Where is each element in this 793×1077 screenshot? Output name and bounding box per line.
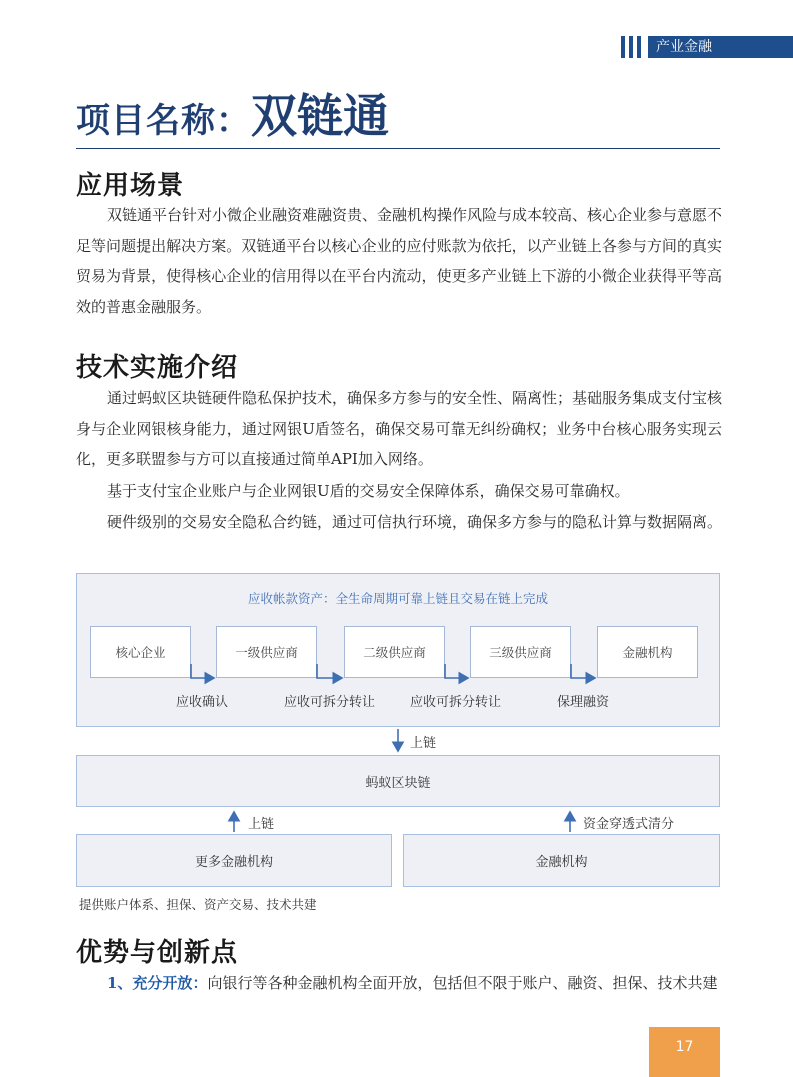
page-number: 17 [649,1027,720,1077]
clearing-label: 资金穿透式清分 [583,817,675,832]
blockchain-bar: 蚂蚁区块链 [76,755,720,807]
advantage-item-1-text: 向银行等各种金融机构全面开放，包括但不限于账户、融资、担保、技术共建 [207,974,718,992]
tech-paragraph-2: 基于支付宝企业账户与企业网银U盾的交易安全保障体系，确保交易可靠确权。 [107,482,630,500]
edge-label-confirm: 应收确认 [176,695,229,710]
heading-tech: 技术实施介绍 [76,353,239,383]
heading-advantage: 优势与创新点 [76,938,239,968]
node-tier2-supplier: 二级供应商 [344,626,445,678]
title-divider [76,148,720,149]
heading-scenario: 应用场景 [76,171,185,201]
section-tag: 产业金融 [648,36,793,58]
advantage-item-1-lead: 1、充分开放： [107,974,208,992]
diagram-caption: 应收帐款资产：全生命周期可靠上链且交易在链上完成 [247,591,548,606]
node-financial-institution: 金融机构 [597,626,698,678]
left-upload-label: 上链 [248,817,275,832]
node-tier3-supplier: 三级供应商 [470,626,571,678]
advantage-item-1 [76,968,722,998]
header-decor-bars [621,36,641,58]
edge-label-factoring: 保理融资 [557,695,610,710]
scenario-paragraph: 双链通平台针对小微企业融资难融资贵、金融机构操作风险与成本较高、核心企业参与意愿不足等问题提出解决方案。双链通平台以核心企业的应付账款为依托，以产业链上各参与方间的真实贸易为背景，使得核心企业的信用得以在平台内流动，使更多产业链上下游的小微企业获得平等高效的普惠金融服务。 [76,206,723,316]
node-core-enterprise: 核心企业 [90,626,191,678]
diagram-footnote: 提供账户体系、担保、资产交易、技术共建 [79,897,317,912]
tech-paragraph-3: 硬件级别的交易安全隐私合约链，通过可信执行环境，确保多方参与的隐私计算与数据隔离。 [107,513,723,531]
title-name: 双链通 [251,89,389,143]
tech-paragraph-1: 通过蚂蚁区块链硬件隐私保护技术，确保多方参与的安全性、隔离性；基础服务集成支付宝核身与企业网银核身能力，通过网银U盾签名，确保交易可靠无纠纷确权；业务中台核心服务实现云化，更多联盟参与方可以直接通过简单API加入网络。 [76,389,723,468]
upload-label: 上链 [410,736,437,751]
financial-institution-box: 金融机构 [403,834,720,887]
node-tier1-supplier: 一级供应商 [216,626,317,678]
edge-label-transfer-1: 应收可拆分转让 [284,695,376,710]
page-title [76,80,389,146]
more-financial-institutions-box: 更多金融机构 [76,834,392,887]
edge-label-transfer-2: 应收可拆分转让 [410,695,502,710]
title-prefix: 项目名称： [76,101,251,141]
